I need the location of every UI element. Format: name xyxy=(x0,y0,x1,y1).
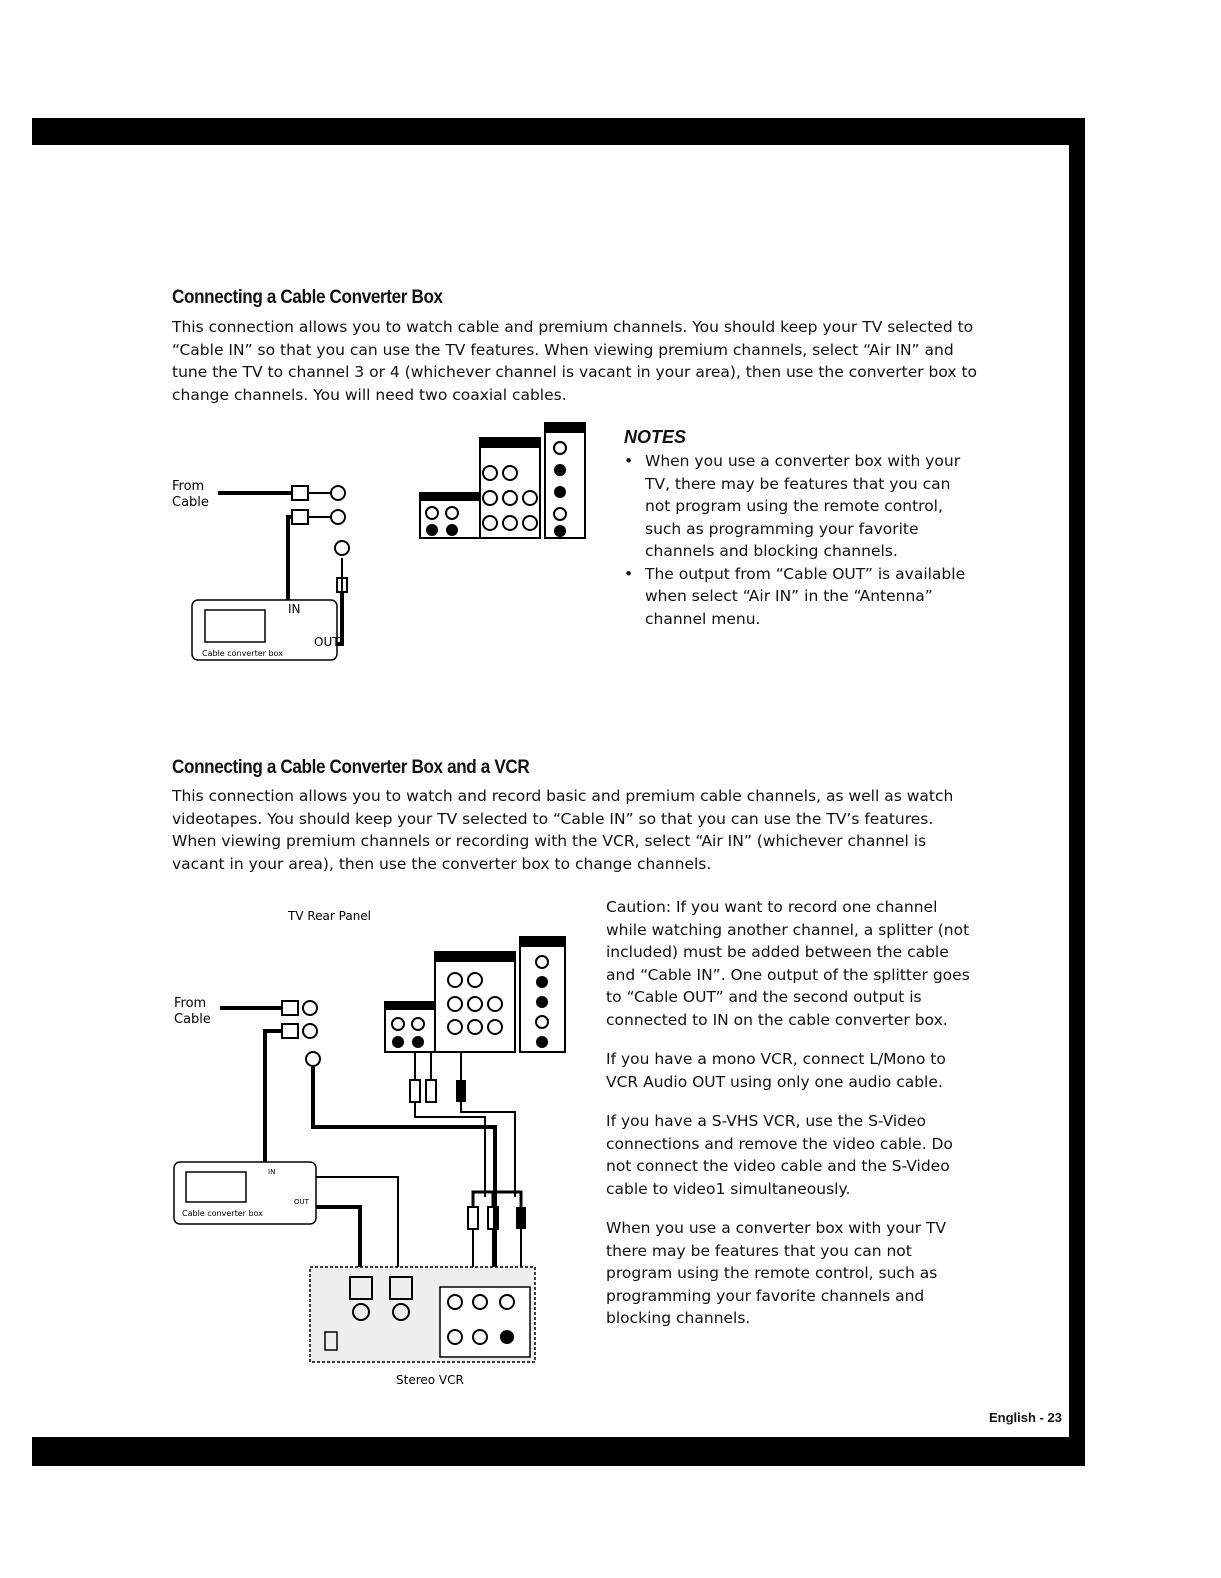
in-label: IN xyxy=(268,1168,276,1176)
from-cable-label: From xyxy=(172,479,205,494)
coax-connector-2 xyxy=(282,1024,298,1038)
out-label: OUT xyxy=(314,635,340,649)
jack-icon xyxy=(335,541,349,555)
jack-icon xyxy=(331,486,345,500)
top-border-bar xyxy=(32,118,1085,145)
notes-item: • The output from “Cable OUT” is available when select “Air IN” in the “Antenna” channel menu. xyxy=(624,563,976,631)
from-cable-label-2: Cable xyxy=(174,1012,211,1027)
coax-connector-2 xyxy=(292,510,308,524)
cable-box-connection-diagram xyxy=(170,418,600,666)
section2-title: Connecting a Cable Converter Box and a VCR xyxy=(172,757,530,778)
mono-vcr-paragraph: If you have a mono VCR, connect L/Mono to VCR Audio OUT using only one audio cable. xyxy=(606,1050,946,1091)
caution-notes xyxy=(606,896,978,1347)
notes-item: • When you use a converter box with your TV, there may be features that you can not program using the remote control, such as programming your favorite channels and blocking channels. xyxy=(624,450,976,563)
notes-list xyxy=(624,450,976,630)
section1-title: Connecting a Cable Converter Box xyxy=(172,287,443,308)
from-cable-label-2: Cable xyxy=(172,495,209,510)
notes-title: NOTES xyxy=(624,427,687,447)
tv-rear-panel-label: TV Rear Panel xyxy=(288,909,372,923)
converter-box-label: Cable converter box xyxy=(182,1209,263,1218)
section2-paragraph: This connection allows you to watch and record basic and premium cable channels, as well as watch videotapes. You should keep your TV selected to “Cable IN” so that you can use the TV’s features. When viewing premium channels or recording with the VCR, select “Air IN” (whichever channel is vacant in your area), then use the converter box to change channels. xyxy=(172,787,954,873)
jack-icon xyxy=(331,510,345,524)
converter-box-note-paragraph: When you use a converter box with your TV there may be features that you can not program using the remote control, such as programming your favorite channels and blocking channels. xyxy=(606,1219,947,1327)
stereo-vcr-label: Stereo VCR xyxy=(396,1373,464,1387)
jack-icon xyxy=(303,1001,317,1015)
jack-icon xyxy=(303,1024,317,1038)
bottom-border-bar xyxy=(32,1437,1085,1466)
section1-paragraph: This connection allows you to watch cable and premium channels. You should keep your TV selected to “Cable IN” so that you can use the TV features. When viewing premium channels, select “Air IN” and tune the TV to channel 3 or 4 (whichever channel is vacant in your area), then use the converter box to change channels. You will need two coaxial cables. xyxy=(172,318,978,404)
converter-box-label: Cable converter box xyxy=(202,649,283,658)
out-label: OUT xyxy=(294,1198,309,1206)
svhs-vcr-paragraph: If you have a S-VHS VCR, use the S-Video connections and remove the video cable. Do not connect the video cable and the S-Video cable to video1 simultaneously. xyxy=(606,1112,953,1198)
page-number: English - 23 xyxy=(989,1410,1062,1425)
coax-connector-1 xyxy=(282,1001,298,1015)
jack-icon xyxy=(306,1052,320,1066)
vcr-rear-panel-icon xyxy=(310,1267,535,1362)
caution-paragraph: Caution: If you want to record one channel while watching another channel, a splitter (not included) must be added between the cable and “Cable IN”. One output of the splitter goes to “Cable OUT” and the second output is connected to IN on the cable converter box. xyxy=(606,898,970,1029)
tv-rear-panel-icon xyxy=(385,937,565,1052)
from-cable-label: From xyxy=(174,996,207,1011)
coax-connector-1 xyxy=(292,486,308,500)
tv-rear-panel-icon xyxy=(420,423,585,538)
in-label: IN xyxy=(288,602,301,616)
cable-box-vcr-connection-diagram xyxy=(170,902,590,1392)
av-cable-icon xyxy=(410,1052,526,1272)
right-border-bar xyxy=(1069,118,1085,1438)
